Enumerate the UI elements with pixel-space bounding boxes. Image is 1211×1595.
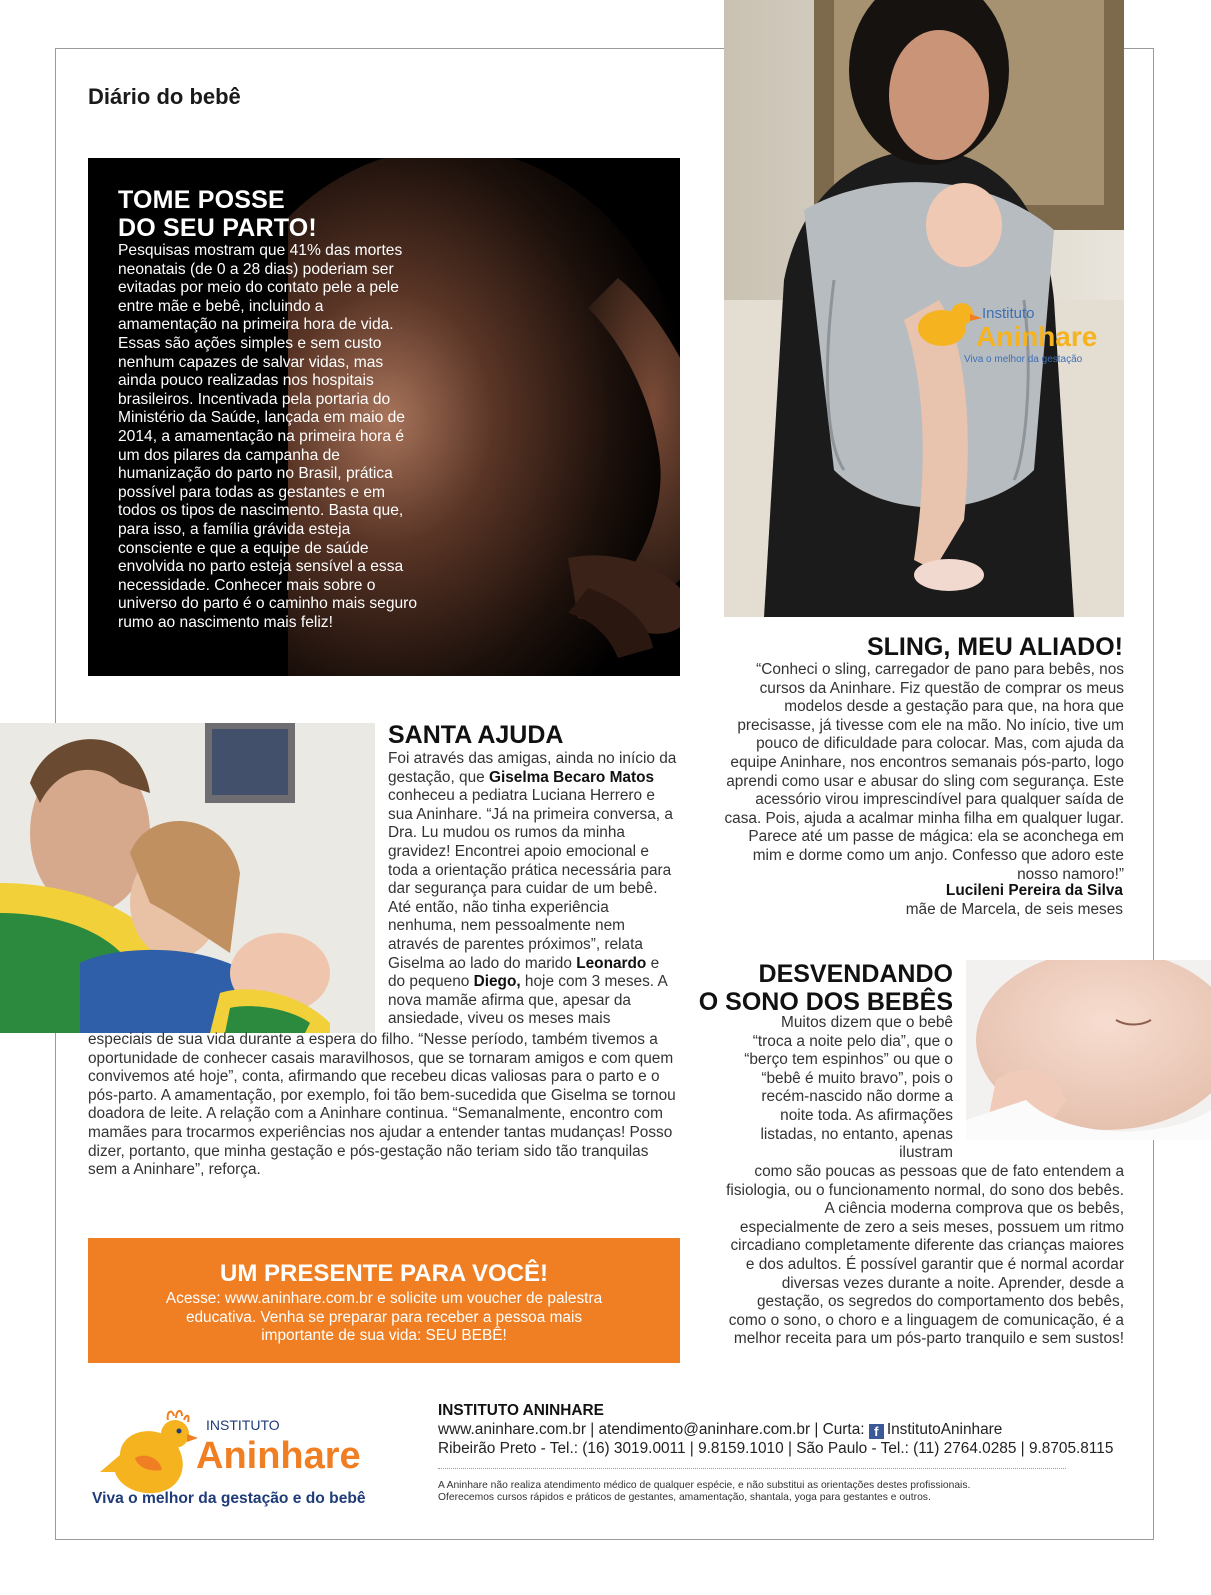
facebook-icon: f [869,1424,884,1439]
sono-text-continued: como são poucas as pessoas que de fato entendem a fisiologia, ou o funcionamento normal, do sono dos bebês. A ciência moderna comprova que os bebês, especialmente de zero a seis meses, possuem um ritmo circadiano completamente diferente das crianças maiores e dos adultos. É possível garantir que é normal acordar diversas vezes durante a noite. Aprender, desde a gestação, os segredos do comportamento dos bebês, como o sono, o choro e a linguagem de comunicação, é a melhor receita para um pós-parto tranquilo e sem sustos! [726,1163,1124,1348]
pregnancy-panel [88,158,680,676]
sleeping-baby-photo [966,960,1211,1140]
sling-text: “Conheci o sling, carregador de pano para bebês, nos cursos da Aninhare. Fiz questão de comprar os meus modelos desde a gestação para que, na hora que precisasse, já tivesse com ele na mão. No início, tive um pouco de dificuldade para colocar. Mas, com ajuda da equipe Aninhare, nos encontros semanais pós-parto, logo aprendi como usar e abusar do sling com segurança. Este acessório virou imprescindível para qualquer saída de casa. Pois, ajuda a acalmar minha filha em qualquer lugar. Parece até um passe de mágica: ela se aconchega em mim e dorme como um anjo. Confesso que adoro este nosso namoro!” [724,661,1124,883]
logo-aninhare-text: Aninhare [196,1435,361,1477]
gift-box [88,1238,680,1363]
photo-logo-instituto: Instituto [982,305,1035,322]
logo-tagline: Viva o melhor da gestação e do bebê [92,1490,366,1507]
section-title: Diário do bebê [88,84,241,109]
santa-ajuda-text-column: Foi através das amigas, ainda no início da gestação, que Giselma Becaro Matos conheceu a pediatra Luciana Herrero e sua Aninhare. “Já na primeira conversa, a Dra. Lu mudou os rumos da minha gravidez! Encontrei apoio emocional e toda a orientação prática necessária para dar segurança para cuidar de um bebê. Até então, não tinha experiência nenhuma, nem pessoalmente nem através de parentes próximos”, relata Giselma ao lado do marido Leonardo e do pequeno Diego, hoje com 3 meses. A nova mamãe afirma que, apesar da ansiedade, viveu os meses mais [388,750,677,1028]
divider [438,1468,1066,1469]
bird-logo-icon [100,1411,198,1493]
disclaimer: A Aninhare não realiza atendimento médico de qualquer espécie, e não substitui as orientações destes profissionais. Oferecemos cursos rápidos e práticos de gestantes, amamentação, shantala, yoga para gestantes e outros. [438,1480,971,1504]
facebook-handle[interactable]: InstitutoAninhare [886,1421,1003,1438]
photo-logo-tag: Viva o melhor da gestação [964,354,1083,365]
photo-logo-aninhare: Aninhare [976,321,1098,352]
pregnancy-text: Pesquisas mostram que 41% das mortes neonatais (de 0 a 28 dias) poderiam ser evitadas por meio do contato pele a pele entre mãe e bebê, incluindo a amamentação na primeira hora de vida. Essas são ações simples e sem custo nenhum capazes de salvar vidas, mas ainda pouco realizadas nos hospitais brasileiros. Incentivada pela portaria do Ministério da Saúde, lançada em maio de 2014, a amamentação na primeira hora é um dos pilares da campanha de humanização do parto no Brasil, prática possível para todas as gestantes e em todos os tipos de nascimento. Basta que, para isso, a família grávida esteja consciente e que a equipe de saúde envolvida no parto esteja sensível a essa necessidade. Conhecer mais sobre o universo do parto é o caminho mais seguro rumo ao nascimento mais feliz! [118,242,418,631]
sling-title: SLING, MEU ALIADO! [866,633,1123,661]
santa-ajuda-title: SANTA AJUDA [388,721,564,749]
name-giselma: Giselma Becaro Matos [488,768,655,786]
pregnancy-title: TOME POSSE DO SEU PARTO! [118,186,317,242]
aninhare-logo [90,1400,390,1500]
gift-text: Acesse: www.aninhare.com.br e solicite um voucher de palestra educativa. Venha se preparar para receber a pessoa mais importante de sua vida: SEU BEBÊ! [165,1290,603,1345]
logo-instituto-text: INSTITUTO [206,1417,280,1433]
sono-title: DESVENDANDO O SONO DOS BEBÊS [698,960,953,1016]
mother-baby-sling-photo [724,0,1124,617]
sling-author-name: Lucileni Pereira da Silva [945,882,1123,899]
name-diego: Diego, [473,973,521,991]
institute-title: INSTITUTO ANINHARE [438,1402,604,1419]
family-photo [0,723,375,1033]
contact-line-1: www.aninhare.com.br | atendimento@aninhare.com.br | Curta: f InstitutoAninhare [438,1421,1003,1439]
sono-text-column: Muitos dizem que o bebê “troca a noite pelo dia”, que o “berço tem espinhos” ou que o “bebê é muito bravo”, pois o recém-nascido não dorme a noite toda. As afirmações listadas, no entanto, apenas ilustram [744,1014,953,1162]
name-leonardo: Leonardo [576,954,647,972]
sling-author-role: mãe de Marcela, de seis meses [905,901,1123,918]
contact-line-2: Ribeirão Preto - Tel.: (16) 3019.0011 | 9.8159.1010 | São Paulo - Tel.: (11) 2764.0285 | 9.8705.8115 [438,1440,1114,1457]
gift-title: UM PRESENTE PARA VOCÊ! [219,1260,549,1287]
santa-ajuda-text-continued: especiais de sua vida durante a espera do filho. “Nesse período, também tivemos a oportunidade de conhecer casais maravilhosos, que se tornaram amigos e com quem convivemos até hoje”, conta, afirmando que recebeu dicas valiosas para o parto e o pós-parto. A amamentação, por exemplo, foi tão bem-sucedida que Giselma se tornou doadora de leite. A relação com a Aninhare continua. “Semanalmente, encontro com mamães para trocarmos experiências nos ajudar a entender tantas mudanças! Posso dizer, portanto, que minha gestação e pós-gestação não teriam sido tão tranquilas sem a Aninhare”, reforça. [88,1031,676,1179]
